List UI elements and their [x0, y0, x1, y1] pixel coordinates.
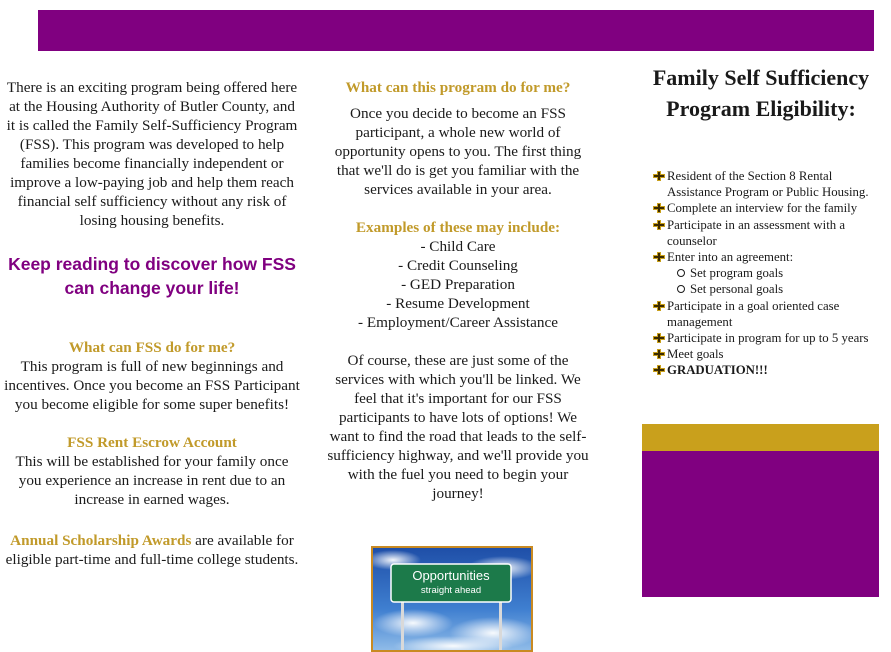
intro-paragraph: There is an exciting program being offered here at the Housing Authority of Butler County, and it is called the Family Self-Sufficiency Program (FSS). This program was developed to help families become financially independent or improve a low-paying job and help them reach financial self sufficiency without any risk of losing housing benefits.: [6, 79, 298, 229]
eligibility-title: Family Self Sufficiency Program Eligibility:: [652, 65, 870, 121]
cross-bullet-icon: [653, 365, 665, 375]
eligibility-item-text: Enter into an agreement:: [667, 250, 794, 265]
list-item: [652, 346, 880, 362]
scholarship-text: are available for eligible part-time and full-time college students.: [5, 532, 299, 568]
what-fss-heading: What can FSS do for me?: [68, 339, 236, 356]
eligibility-item-text: Participate in an assessment with a counselor: [667, 217, 846, 248]
eligibility-list: [652, 168, 880, 379]
list-item: [652, 168, 880, 200]
cross-bullet-icon: [653, 333, 665, 343]
eligibility-subitem-text: Set personal goals: [690, 282, 784, 297]
examples-list: [326, 237, 590, 332]
middle-panel: [326, 78, 590, 503]
cross-bullet-icon: [653, 349, 665, 359]
graduation-text: GRADUATION!!!: [667, 363, 768, 378]
list-item: [652, 249, 880, 265]
scholarship-heading: Annual Scholarship Awards: [10, 532, 192, 549]
opportunities-sign-image: [371, 546, 533, 652]
escrow-heading: FSS Rent Escrow Account: [67, 434, 237, 451]
closing-paragraph: Of course, these are just some of the services with which you'll be linked. We feel that it's important for our FSS participants to have lots of options! We want to find the road that leads to the self-sufficiency highway, and we'll provide you with the fuel you need to begin your journey!: [327, 352, 589, 502]
list-item: [652, 281, 880, 297]
program-intro: Once you decide to become an FSS participant, a whole new world of opportunity opens to you. The first thing that we'll do is get you familiar with the services available in your area.: [334, 105, 582, 198]
eligibility-item-text: Participate in a goal oriented case management: [667, 298, 840, 329]
sign-subtitle: straight ahead: [420, 585, 482, 596]
circle-bullet-icon: [677, 285, 685, 293]
list-item: [652, 330, 880, 346]
eligibility-item-text: Complete an interview for the family: [667, 201, 858, 216]
top-purple-banner: [38, 10, 874, 51]
cross-bullet-icon: [653, 171, 665, 181]
right-panel: [642, 62, 880, 124]
sky-sign-illustration: [373, 548, 531, 650]
keep-reading-heading: Keep reading to discover how FSS can change your life!: [8, 254, 296, 298]
cross-bullet-icon: [653, 252, 665, 262]
cross-bullet-icon: [653, 220, 665, 230]
what-fss-text: This program is full of new beginnings and incentives. Once you become an FSS Participant you become eligible for some super benefits!: [4, 358, 300, 413]
list-item: - Resume Development: [386, 295, 530, 312]
list-item: [652, 200, 880, 216]
list-item: [652, 265, 880, 281]
scholarship-paragraph: [4, 531, 300, 569]
list-item: - Credit Counseling: [398, 257, 518, 274]
cross-bullet-icon: [653, 301, 665, 311]
gold-accent-bar: [642, 424, 879, 451]
list-item: - Employment/Career Assistance: [358, 314, 558, 331]
list-item: [652, 362, 880, 378]
list-item: - Child Care: [420, 238, 496, 255]
escrow-text: This will be established for your family once you experience an increase in rent due to an increase in earned wages.: [15, 453, 289, 508]
sign-title: Opportunities: [412, 568, 490, 583]
examples-heading: Examples of these may include:: [355, 219, 561, 236]
cross-bullet-icon: [653, 203, 665, 213]
purple-accent-block: [642, 451, 879, 597]
left-panel: [4, 78, 300, 569]
eligibility-subitem-text: Set program goals: [690, 266, 784, 281]
circle-bullet-icon: [677, 269, 685, 277]
eligibility-item-text: Resident of the Section 8 Rental Assistance Program or Public Housing.: [667, 169, 869, 200]
program-heading: What can this program do for me?: [345, 79, 571, 96]
list-item: [652, 298, 880, 330]
eligibility-item-text: Participate in program for up to 5 years: [667, 331, 869, 346]
list-item: - GED Preparation: [401, 276, 515, 293]
list-item: [652, 217, 880, 249]
eligibility-item-text: Meet goals: [667, 347, 724, 362]
